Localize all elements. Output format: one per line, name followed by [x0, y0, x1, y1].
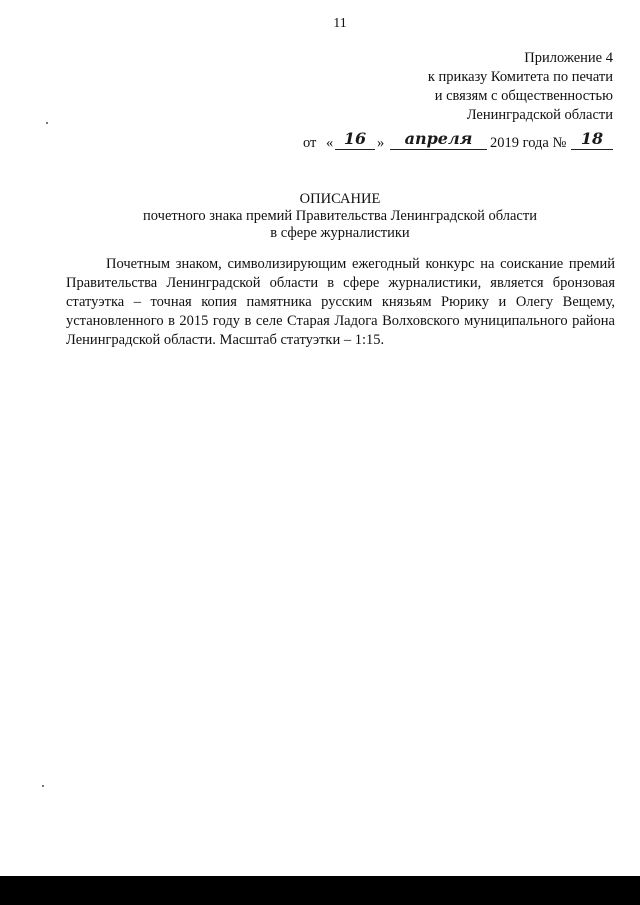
order-month-handwritten: апреля	[390, 131, 487, 150]
description-subtitle-line2: в сфере журналистики	[270, 225, 410, 241]
order-number-handwritten: 18	[571, 131, 613, 150]
order-date-line	[303, 131, 615, 153]
description-heading: ОПИСАНИЕ	[299, 191, 381, 207]
annex-committee: и связям с общественностью	[434, 88, 613, 104]
order-prefix: от	[303, 135, 317, 151]
annex-region: Ленинградской области	[466, 107, 613, 123]
description-subtitle-line1: почетного знака премий Правительства Ленинградской области	[143, 208, 537, 224]
annex-header	[428, 49, 613, 125]
scan-speck	[42, 785, 44, 787]
scan-bottom-edge	[0, 876, 640, 905]
page-number: 11	[333, 16, 347, 31]
quote-open: «	[326, 135, 334, 151]
quote-close: »	[377, 135, 385, 151]
order-day-handwritten: 16	[335, 131, 375, 150]
order-year-text: 2019 года №	[490, 135, 567, 151]
scan-speck	[46, 122, 48, 124]
annex-title: Приложение 4	[524, 50, 613, 66]
annex-order-ref: к приказу Комитета по печати	[427, 69, 613, 85]
body-paragraph: Почетным знаком, символизирующим ежегодный конкурс на соискание премий Правительства Ленинградской области в сфере журналистики, является бронзовая статуэтка – точная копия памятника русским князьям Рюрику и Олегу Вещему, установленного в 2015 году в селе Старая Ладога Волховского муниципального района Ленинградской области. Масштаб статуэтки – 1:15.	[66, 256, 615, 348]
description-title-block	[40, 191, 640, 242]
